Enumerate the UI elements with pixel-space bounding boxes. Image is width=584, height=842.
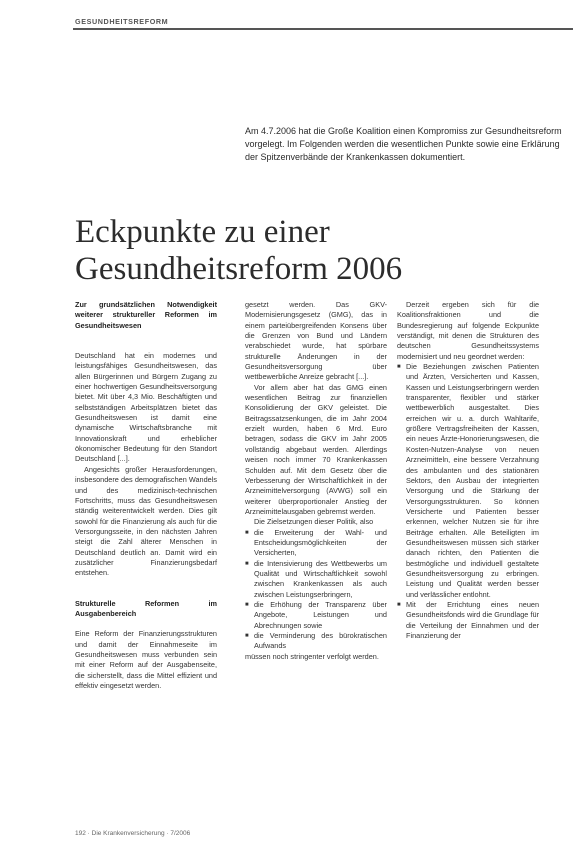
column-1-heading: Zur grundsätzlichen Notwendigkeit weiterer struktureller Reformen im Gesundheitswesen [75, 300, 217, 330]
intro-text: Am 4.7.2006 hat die Große Koalition einen Kompromiss zur Gesundheitsreform vorgelegt. Im Folgenden werden die wesentlichen Punkte sowie eine Erklärung der Spitzenverbände der Krankenkassen dokumentiert. [245, 126, 562, 163]
body-paragraph: Eine Reform der Finanzierungsstrukturen und damit der Einnahmeseite im Gesundheitswesen muss verbunden sein mit einer Reform auf der Ausgabenseite, die sicherstellt, dass die Mittel effizient und effektiv eingesetzt werden. [75, 629, 217, 690]
body-paragraph: Angesichts großer Herausforderungen, insbesondere des demografischen Wandels und des medizinisch-technischen Fortschritts, muss das Gesundheitswesen ständig weiterentwickelt werden. Dies gilt sowohl für die Finanzierung als auch für die Versorgungsseite, in den nächsten Jahren steigt die Zahl älterer Menschen in Deutschland deutlich an. Damit wird ein zusätzlicher Finanzierungsbedarf entstehen. [75, 464, 217, 578]
page-footer: 192 · Die Krankenversicherung · 7/2006 [75, 830, 191, 837]
column-1 [75, 300, 217, 691]
list-item: ■ die Verminderung des bürokratischen Aufwands [245, 631, 387, 652]
body-paragraph: müssen noch stringenter verfolgt werden. [245, 651, 379, 661]
bullet-list [245, 528, 387, 652]
list-item: ■ Mit der Errichtung eines neuen Gesundheitsfonds wird die Grundlage für die Verteilung der Einnahmen und der Finanzierung der [397, 600, 539, 641]
body-paragraph: Vor allem aber hat das GMG einen wesentlichen Beitrag zur finanziellen Konsolidierung der GKV geleistet. Die Beitragssatzsenkungen, die im Jahr 2004 erzielt wurden, haben 6 Mrd. Euro betragen, sodass die GKV im Jahr 2005 vollständig abgebaut werden. Allerdings weisen noch immer 70 Krankenkassen Schulden auf. Mit dem Gesetz über die Verbesserung der Wirtschaftlichkeit in der Arzneimittelversorgung (AVWG) soll ein weiterer überproportionaler Anstieg der Arzneimittelausgaben gebremst werden. [245, 382, 387, 516]
body-paragraph: Derzeit ergeben sich für die Koalitionsfraktionen und die Bundesregierung auf folgende Eckpunkte verständigt, mit denen die Strukturen des deutschen Gesundheitssystems modernisiert und neu geordnet werden: [397, 300, 539, 361]
spacer [75, 619, 217, 629]
subheading: Strukturelle Reformen im Ausgabenbereich [75, 598, 217, 618]
bullet-list [397, 362, 539, 641]
body-paragraph: Die Zielsetzungen dieser Politik, also [254, 517, 374, 527]
list-item: ■ die Erhöhung der Transparenz über Angebote, Leistungen und Abrechnungen sowie [245, 600, 387, 631]
column-2 [245, 300, 387, 662]
article-title: Eckpunkte zu einer Gesundheitsreform 2006 [75, 214, 403, 287]
spacer [75, 331, 217, 351]
body-paragraph: Deutschland hat ein modernes und leistungsfähiges Gesundheitswesen, das allen Bürgerinnen und Bürgern Zugang zu einer hochwertigen Gesundheitsversorgung bietet. Mit über 4,3 Mio. Beschäftigten und selbstständigen Arbeitsplätzen bietet das Gesundheitswesen ist damit eine dynamische Wirtschaftsbranche mit Innovationskraft und erheblicher ökonomischer Bedeutung für den Standort Deutschland [...]. [75, 351, 217, 464]
top-rule [73, 28, 573, 30]
spacer [75, 579, 217, 599]
list-item: ■ die Erweiterung der Wahl- und Entscheidungsmöglichkeiten der Versicherten, [245, 528, 387, 559]
list-item: ■ Die Beziehungen zwischen Patienten und Ärzten, Versicherten und Kassen, Kassen und Leistungserbringern werden transparenter, flexibler und stärker wettbewerblich ausgestaltet. Dies erreichen wir u. a. durch Wahltarife, größere Vertragsfreiheiten der Kassen, ein neues Ärzte-Honorierungswesen, die Kosten-Nutzen-Analyse von neuen Arzneimitteln, eine bessere Verzahnung des ambulanten und des stationären Sektors, den Ausbau der integrierten Versorgung und die Stärkung der Versorgungsstrukturen. So können Versicherte und Patienten besser erkennen, welcher Nutzen sie für ihre Beiträge erhalten. Alle Beteiligten im Gesundheitswesen müssen sich stärker danach richten, den Patienten die bestmögliche und individuell gestaltete Gesundheitsversorgung zu erbringen. Leistung und Qualität werden besser und verlässlicher entlohnt. [397, 362, 539, 600]
body-paragraph: gesetzt werden. Das GKV-Modernisierungsgesetz (GMG), das in einem parteiübergreifenden Konsens über die Grenzen von Bund und Ländern verabschiedet wurde, hat spürbare strukturelle Änderungen in der Gesundheitsversorgung über wettbewerbliche Anreize gebracht [...]. [245, 300, 387, 382]
list-item: ■ die Intensivierung des Wettbewerbs um Qualität und Wirtschaftlichkeit sowohl zwischen Krankenkassen als auch zwischen Leistungserbringern, [245, 559, 387, 600]
section-label: GESUNDHEITSREFORM [75, 17, 169, 26]
column-3 [397, 300, 539, 641]
